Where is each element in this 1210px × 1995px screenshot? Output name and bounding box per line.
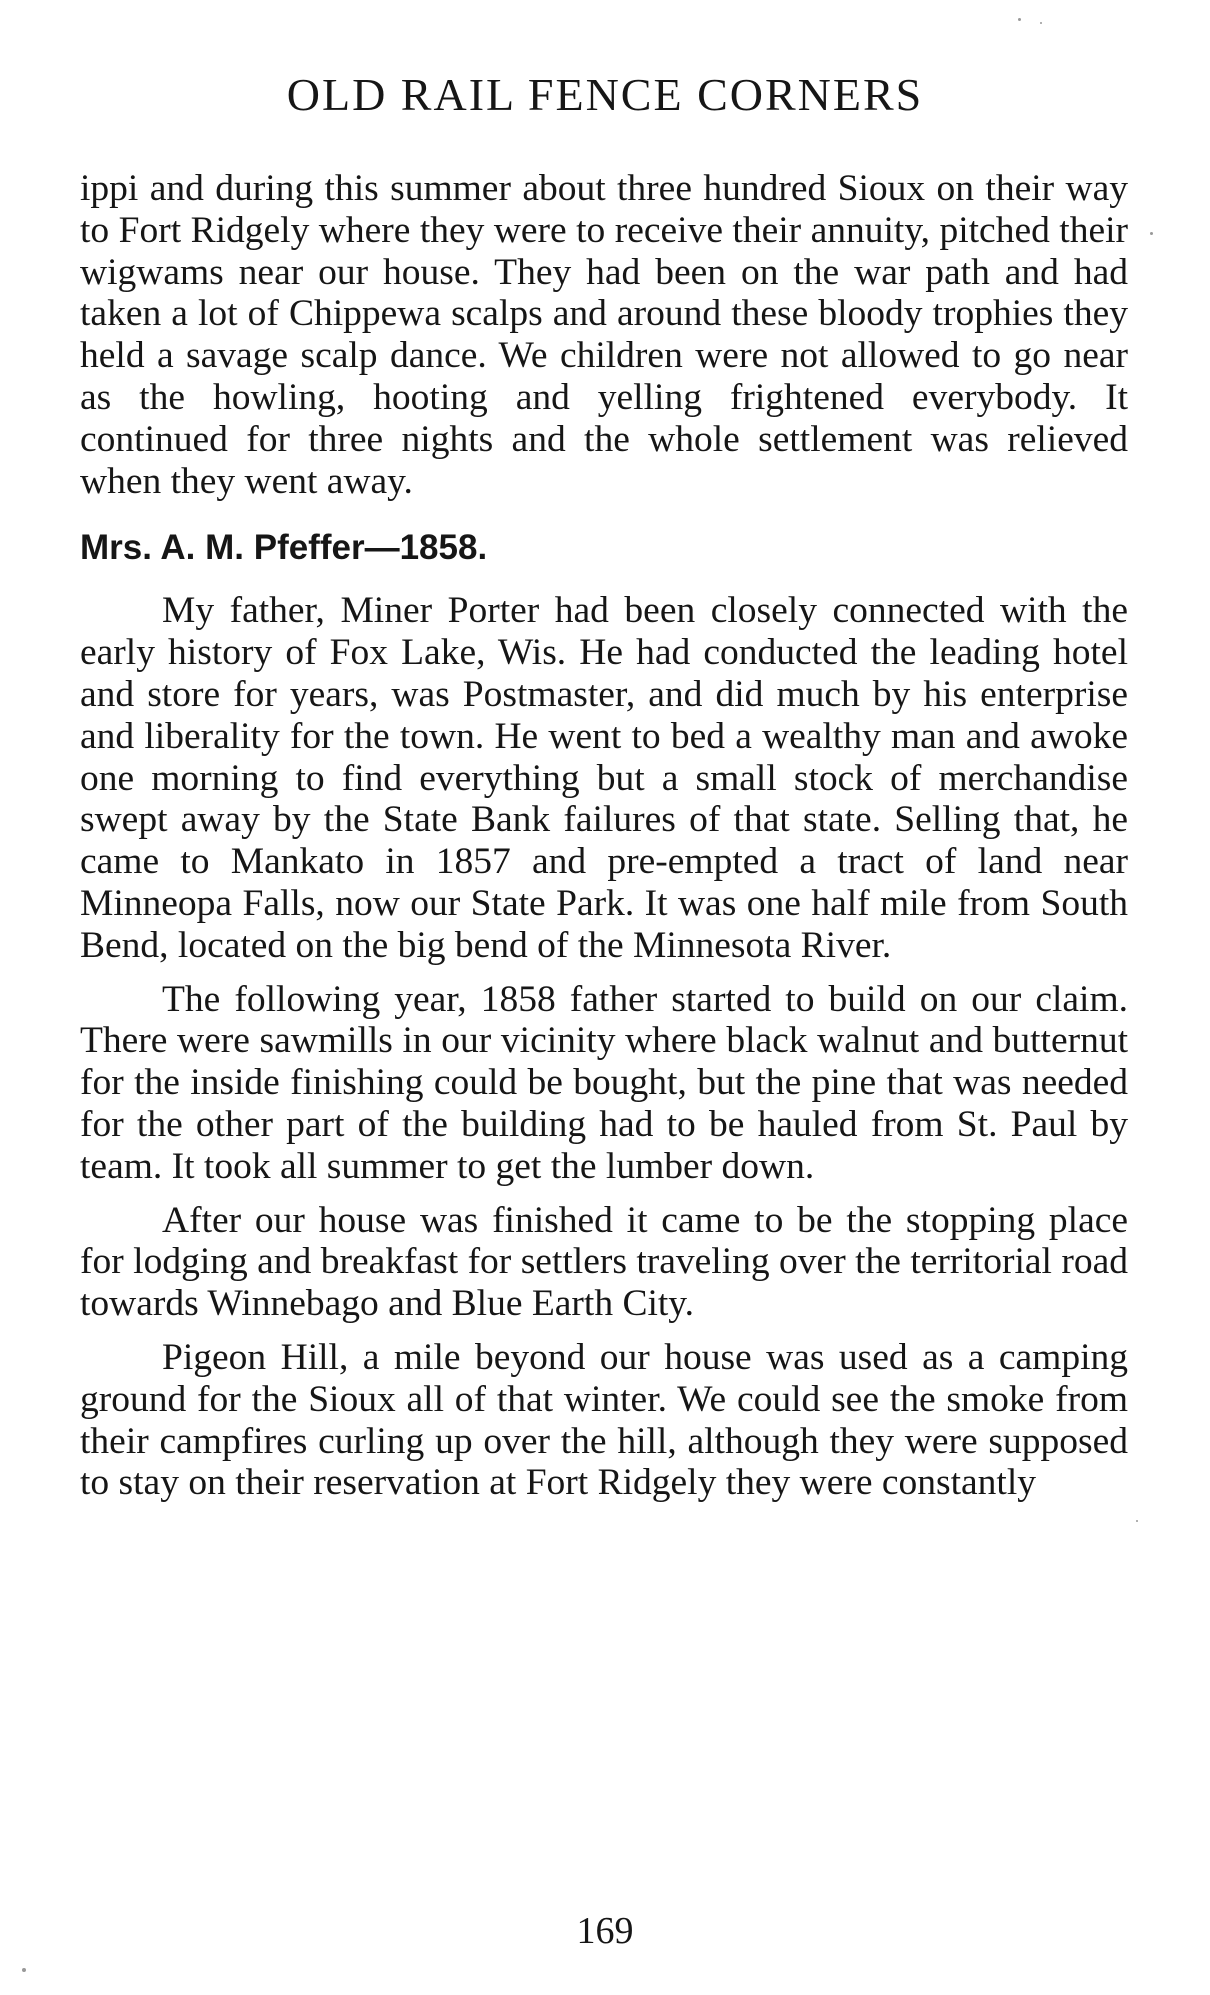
page-number: 169 bbox=[576, 1910, 634, 1952]
paragraph: My father, Miner Porter had been closely connected with the early history of Fox Lake, Wis. He had conducted the leading hotel and store for years, was Postmaster, and did much by his enterprise and liberality for the town. He went to bed a wealthy man and awoke one morning to find everything but a small stock of merchandise swept away by the State Bank failures of that state. Selling that, he came to Mankato in 1857 and pre-empted a tract of land near Minneopa Falls, now our State Park. It was one half mile from South Bend, located on the big bend of the Minnesota River. bbox=[80, 590, 1128, 966]
paragraph-continued: ippi and during this summer about three hundred Sioux on their way to Fort Ridgely where they were to receive their annuity, pitched their wigwams near our house. They had been on the war path and had taken a lot of Chippewa scalps and around these bloody trophies they held a savage scalp dance. We children were not allowed to go near as the howling, hooting and yelling frightened everybody. It continued for three nights and the whole settlement was relieved when they went away. bbox=[80, 168, 1128, 502]
paragraph: Pigeon Hill, a mile beyond our house was used as a camping ground for the Sioux all of that winter. We could see the smoke from their campfires curling up over the hill, although they were supposed to stay on their reservation at Fort Ridgely they were constantly bbox=[80, 1336, 1128, 1504]
section-heading: Mrs. A. M. Pfeffer—1858. bbox=[80, 528, 488, 568]
running-head: OLD RAIL FENCE CORNERS bbox=[286, 69, 924, 120]
paragraph: After our house was finished it came to be the stopping place for lodging and breakfast for settlers traveling over the territorial road towards Winnebago and Blue Earth City. bbox=[80, 1199, 1128, 1325]
body-text bbox=[80, 168, 1128, 1504]
paragraph: The following year, 1858 father started to build on our claim. There were sawmills in our vicinity where black walnut and butternut for the inside finishing could be bought, but the pine that was needed for the other part of the building had to be hauled from St. Paul by team. It took all summer to get the lumber down. bbox=[80, 978, 1128, 1187]
